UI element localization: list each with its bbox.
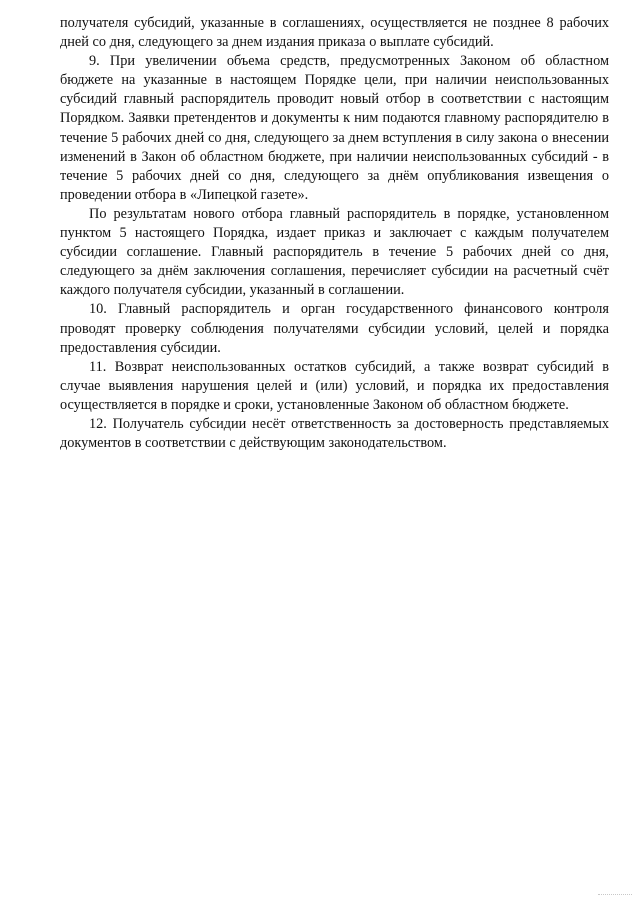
- paragraph-9-results: По результатам нового отбора главный распорядитель в порядке, установленном пунктом 5 настоящего Порядка, издает приказ и заключает с каждым получателем субсидии соглашение. Главный распорядитель в течение 5 рабочих дней со дня, следующего за днём заключения соглашения, перечисляет субсидии на расчетный счёт каждого получателя субсидии, указанный в соглашении.: [60, 205, 609, 299]
- paragraph-9: 9. При увеличении объема средств, предусмотренных Законом об областном бюджете на указанные в настоящем Порядке цели, при наличии неиспользованных субсидий главный распорядитель проводит новый отбор в соответствии с настоящим Порядком. Заявки претендентов и документы к ним подаются главному распорядителю в течение 5 рабочих дней со дня, следующего за днем вступления в силу закона о внесении изменений в Закон об областном бюджете, при наличии неиспользованных субсидий - в течение 5 рабочих дней со дня, следующего за днём опубликования извещения о проведении отбора в «Липецкой газете».: [60, 53, 609, 203]
- paragraph-continuation: получателя субсидий, указанные в соглашениях, осуществляется не позднее 8 рабочих дней со дня, следующего за днем издания приказа о выплате субсидий.: [60, 15, 609, 51]
- document-page: [60, 14, 609, 453]
- scan-artifact: [598, 894, 632, 901]
- paragraph-10: 10. Главный распорядитель и орган государственного финансового контроля проводят проверку соблюдения получателями субсидии условий, целей и порядка предоставления субсидии.: [60, 301, 609, 356]
- paragraph-12: 12. Получатель субсидии несёт ответственность за достоверность представляемых документов в соответствии с действующим законодательством.: [60, 415, 609, 452]
- paragraph-11: 11. Возврат неиспользованных остатков субсидий, а также возврат субсидий в случае выявления нарушения целей и (или) условий, и порядка их предоставления осуществляется в порядке и сроки, установленные Законом об областном бюджете.: [60, 358, 609, 413]
